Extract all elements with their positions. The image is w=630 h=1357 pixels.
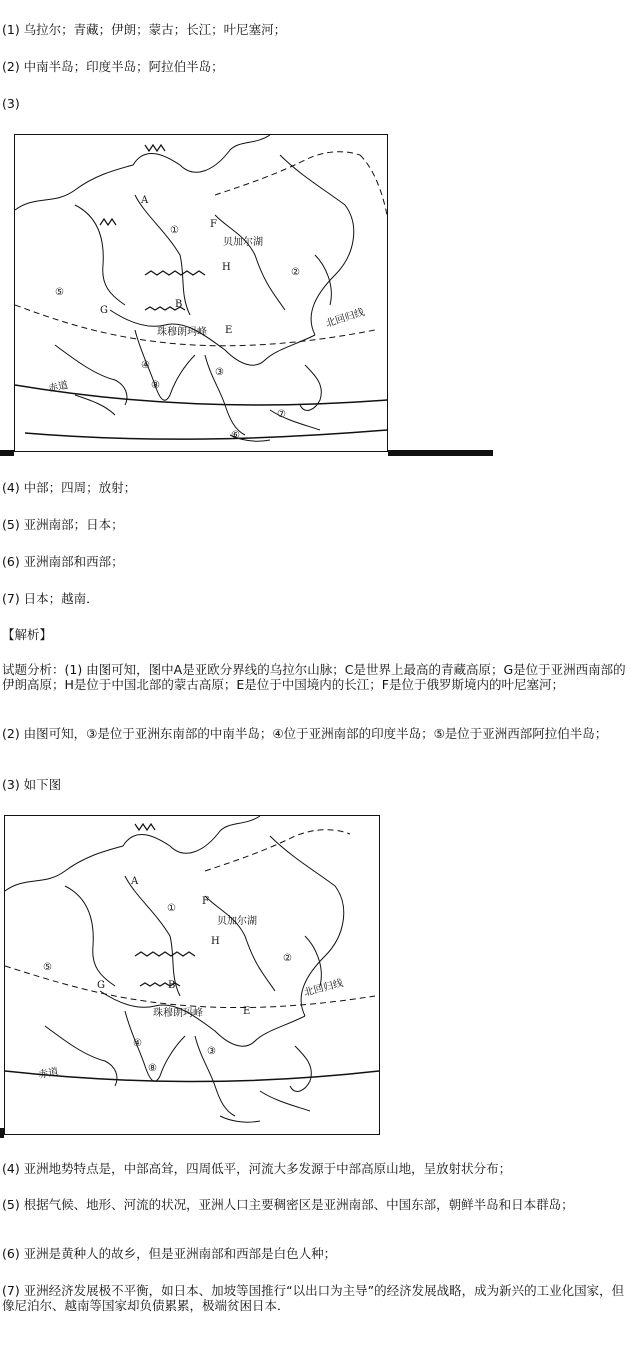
label-A: A (141, 195, 149, 206)
label-circle-5: ⑤ (43, 962, 52, 973)
answer-3: (3) (2, 96, 20, 111)
answer-4: (4) 中部；四周；放射； (2, 480, 137, 495)
scan-bar-left-2 (0, 1128, 4, 1138)
analysis-p7: (7) 亚洲经济发展极不平衡，如日本、加坡等国推行“以出口为主导”的经济发展战略，成为新兴的工业化国家，但像尼泊尔、越南等国家却负债累累，极端贫困日本． (2, 1283, 625, 1313)
label-circle-8: ⑧ (151, 380, 160, 391)
label-circle-1: ① (170, 225, 179, 236)
label-circle-2: ② (291, 267, 300, 278)
label-E: E (243, 1006, 251, 1017)
label-E: E (225, 325, 233, 336)
analysis-heading: 【解析】 (2, 627, 53, 642)
asia-map-2 (4, 815, 380, 1135)
label-F: F (202, 896, 209, 907)
label-G: G (97, 980, 105, 991)
label-baikal: 贝加尔湖 (223, 237, 263, 248)
label-circle-7: ⑦ (277, 409, 286, 420)
label-G: G (100, 305, 108, 316)
label-H: H (222, 262, 231, 273)
analysis-p5: (5) 根据气候、地形、河流的状况，亚洲人口主要稠密区是亚洲南部、中国东部，朝鲜半岛和日本群岛； (2, 1197, 574, 1212)
answer-1: (1) 乌拉尔；青藏；伊朗；蒙古；长江；叶尼塞河； (2, 22, 287, 37)
label-circle-4: ④ (133, 1038, 142, 1049)
label-baikal: 贝加尔湖 (217, 916, 257, 927)
label-F: F (210, 219, 217, 230)
label-circle-3: ③ (207, 1046, 216, 1057)
label-tropic: 北回归线 (302, 977, 345, 999)
answer-2: (2) 中南半岛；印度半岛；阿拉伯半岛； (2, 59, 224, 74)
answer-5: (5) 亚洲南部；日本； (2, 517, 124, 532)
analysis-p2: (2) 由图可知，③是位于亚洲东南部的中南半岛；④位于亚洲南部的印度半岛；⑤是位于亚洲西部阿拉伯半岛； (2, 726, 608, 741)
analysis-p4: (4) 亚洲地势特点是，中部高耸，四周低平，河流大多发源于中部高原山地，呈放射状分布； (2, 1161, 512, 1176)
label-circle-6: ⑥ (231, 430, 240, 441)
label-equator: 赤道 (47, 380, 70, 395)
label-A: A (131, 876, 139, 887)
label-circle-1: ① (167, 903, 176, 914)
analysis-p3: (3) 如下图 (2, 777, 62, 792)
analysis-p6: (6) 亚洲是黄种人的故乡，但是亚洲南部和西部是白色人种； (2, 1246, 337, 1261)
label-circle-2: ② (283, 953, 292, 964)
label-B: B (168, 980, 176, 991)
asia-map-1 (14, 134, 388, 452)
scan-bar-left (0, 450, 14, 456)
label-B: B (175, 299, 183, 310)
answer-7: (7) 日本；越南． (2, 591, 99, 606)
label-equator: 赤道 (37, 1066, 60, 1081)
label-everest: 珠穆朗玛峰 (157, 327, 207, 338)
label-circle-5: ⑤ (55, 287, 64, 298)
label-tropic: 北回归线 (324, 307, 366, 330)
scan-bar-right (388, 450, 493, 456)
label-H: H (211, 936, 220, 947)
label-everest: 珠穆朗玛峰 (153, 1008, 203, 1019)
answer-6: (6) 亚洲南部和西部； (2, 554, 124, 569)
analysis-p1: 试题分析：(1) 由图可知，图中A是亚欧分界线的乌拉尔山脉；C是世界上最高的青藏高原；G是位于亚洲西南部的伊朗高原；H是位于中国北部的蒙古高原；E是位于中国境内的长江；F是位于俄罗斯境内的叶尼塞河； (2, 662, 626, 692)
label-circle-8: ⑧ (148, 1063, 157, 1074)
label-circle-3: ③ (215, 367, 224, 378)
label-circle-4: ④ (141, 360, 150, 371)
